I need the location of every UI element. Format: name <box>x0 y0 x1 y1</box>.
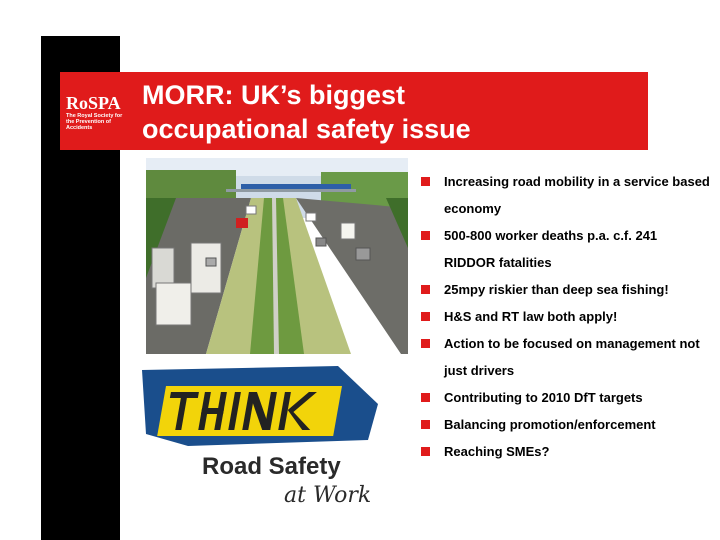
motorway-photo-art <box>146 158 408 354</box>
think-road-safety-poster <box>138 364 402 512</box>
bullet-square-icon <box>421 339 430 348</box>
motorway-photo <box>146 158 408 354</box>
bullet-item: Reaching SMEs? <box>420 438 710 465</box>
bullet-item: 25mpy riskier than deep sea fishing! <box>420 276 710 303</box>
bullet-item: Increasing road mobility in a service based economy <box>420 168 710 222</box>
slide-title: MORR: UK’s biggest occupational safety issue <box>142 80 471 144</box>
bullet-square-icon <box>421 393 430 402</box>
bullet-square-icon <box>421 447 430 456</box>
bullet-square-icon <box>421 312 430 321</box>
bullet-item: Action to be focused on management not just drivers <box>420 330 710 384</box>
bullet-list <box>420 168 710 465</box>
poster-road-safety: Road Safety <box>202 453 341 480</box>
bullet-square-icon <box>421 420 430 429</box>
poster-art <box>138 364 402 512</box>
bullet-square-icon <box>421 231 430 240</box>
bullet-square-icon <box>421 285 430 294</box>
logo-word: RoSPA <box>66 93 121 113</box>
bullet-item: Balancing promotion/enforcement <box>420 411 710 438</box>
bullet-item: Contributing to 2010 DfT targets <box>420 384 710 411</box>
title-banner <box>60 72 648 150</box>
bullet-item: 500-800 worker deaths p.a. c.f. 241 RIDDOR fatalities <box>420 222 710 276</box>
rospa-logo <box>66 94 126 134</box>
logo-tagline: The Royal Society for the Prevention of Accidents <box>66 113 123 131</box>
bullet-square-icon <box>421 177 430 186</box>
bullet-item: H&S and RT law both apply! <box>420 303 710 330</box>
poster-at-work: at Work <box>284 483 372 508</box>
